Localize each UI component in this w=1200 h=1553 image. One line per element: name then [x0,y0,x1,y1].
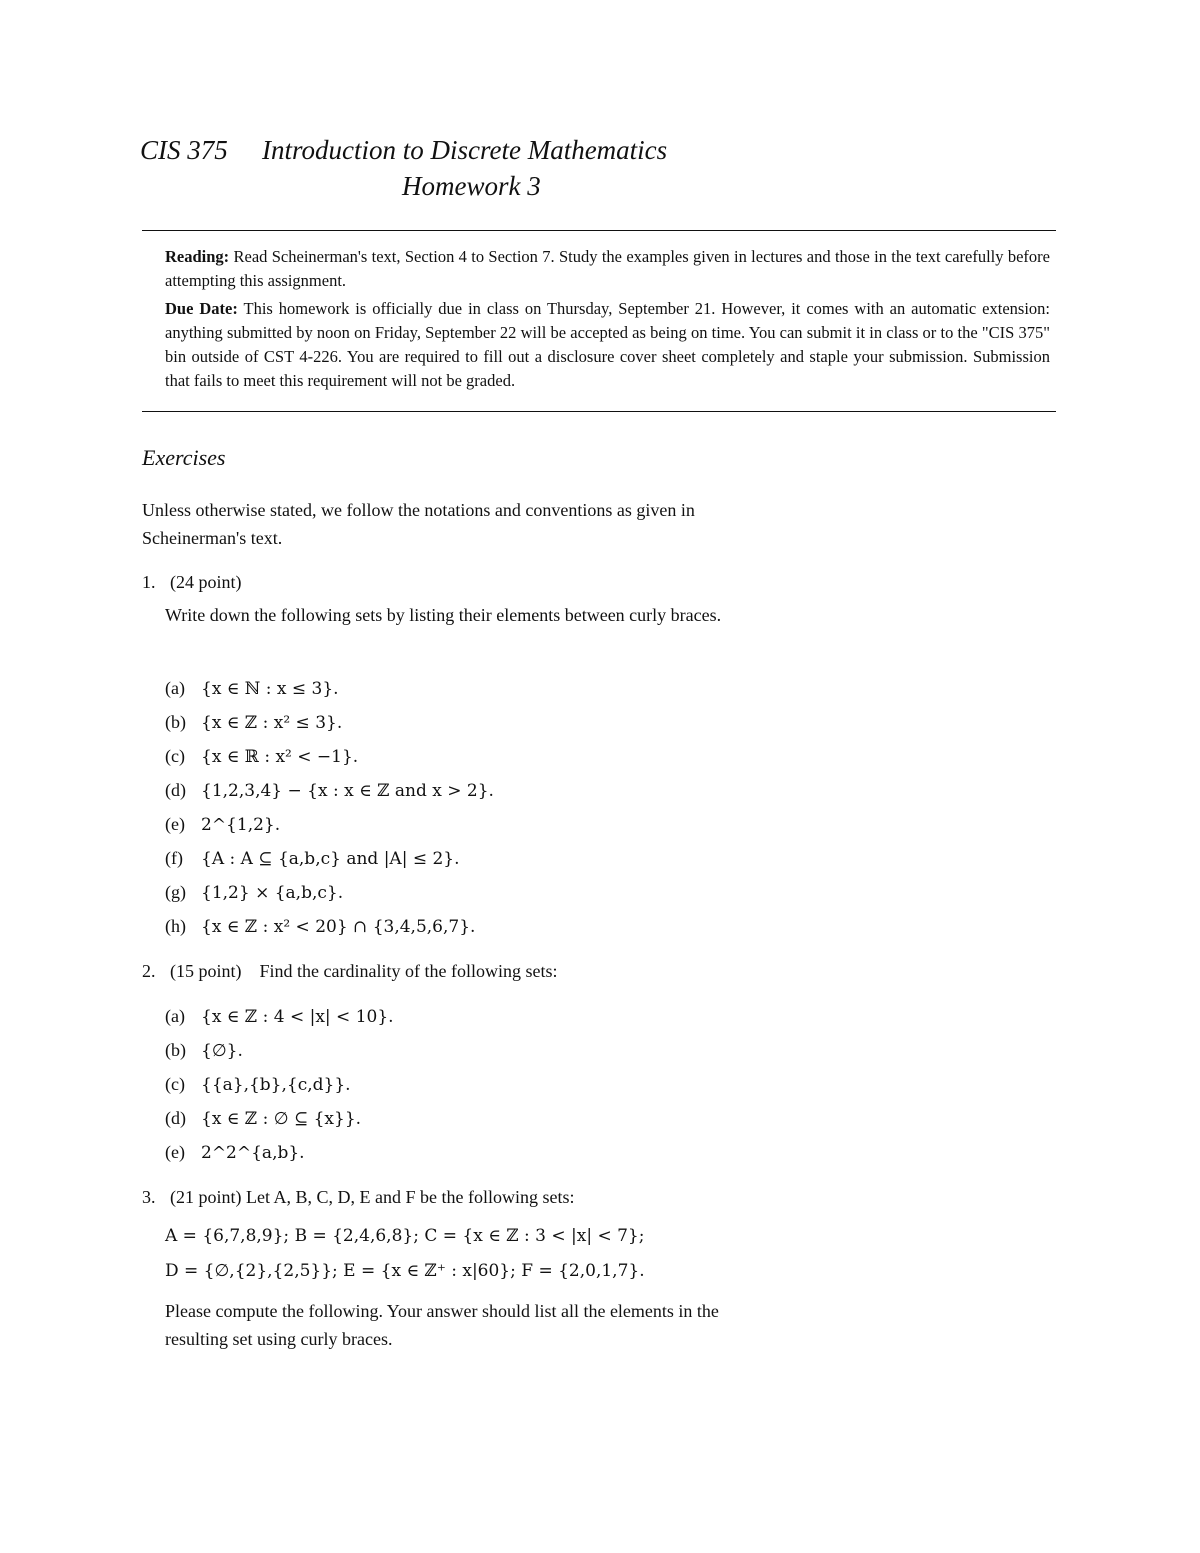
list-item [165,1067,394,1101]
item-label: (c) [165,746,185,766]
item-label: (b) [165,1040,186,1060]
item-label: (a) [165,678,185,698]
item-expression: {A : A ⊆ {a,b,c} and |A| ≤ 2}. [201,849,460,869]
set-definition-line: A = {6,7,8,9}; B = {2,4,6,8}; C = {x ∈ ℤ : 3 < |x| < 7}; [165,1226,645,1246]
due-date-paragraph [165,297,1050,393]
item-expression: {x ∈ ℤ : ∅ ⊆ {x}}. [201,1109,362,1129]
item-expression: {1,2} × {a,b,c}. [201,883,344,903]
item-label: (d) [165,780,186,800]
list-item [165,875,494,909]
item-expression: {x ∈ ℤ : x² < 20} ∩ {3,4,5,6,7}. [201,917,476,937]
problem-number: 2. [142,961,156,981]
list-item [165,739,494,773]
course-title: Introduction to Discrete Mathematics [262,135,668,165]
item-expression: 2^{1,2}. [201,815,281,835]
item-label: (g) [165,882,186,902]
list-item [165,909,494,943]
problem-points [170,957,557,985]
list-item [165,807,494,841]
reading-label: Reading: [165,247,230,266]
reading-text: Read Scheinerman's text, Section 4 to Section 7. Study the examples given in lectures and those in the text carefully before attempting this assignment. [165,247,1050,290]
problem-number: 1. [142,572,156,592]
item-expression: {∅}. [201,1041,243,1061]
item-expression: {{a},{b},{c,d}}. [201,1075,351,1095]
problem-3-instructions: Please compute the following. Your answer should list all the elements in the resulting set using curly braces. [165,1301,719,1349]
list-item [165,999,394,1033]
problem-2-items [165,999,394,1169]
item-label: (h) [165,916,186,936]
item-expression: {x ∈ ℕ : x ≤ 3}. [201,679,339,699]
bottom-divider [142,411,1056,412]
problem-prompt: Let A, B, C, D, E and F be the following sets: [246,1187,575,1207]
item-label: (d) [165,1108,186,1128]
course-code: CIS 375 [140,135,228,165]
problem-points: (24 point) [170,572,242,592]
document-title [140,132,840,204]
info-box [165,245,1050,397]
problem-prompt: Write down the following sets by listing their elements between curly braces. [165,605,722,625]
set-definitions [165,1219,645,1289]
item-label: (c) [165,1074,185,1094]
list-item [165,1101,394,1135]
problem-points [170,1183,574,1211]
item-expression: 2^2^{a,b}. [201,1143,305,1163]
problem-1-items [165,671,494,943]
exercises-heading: Exercises [142,445,226,470]
item-expression: {1,2,3,4} − {x : x ∈ ℤ and x > 2}. [201,781,494,801]
item-label: (f) [165,848,183,868]
problem-points-text: (21 point) [170,1187,242,1207]
item-label: (a) [165,1006,185,1026]
list-item [165,671,494,705]
list-item [165,841,494,875]
assignment-title: Homework 3 [402,171,541,201]
item-expression: {x ∈ ℤ : x² ≤ 3}. [201,713,343,733]
item-label: (e) [165,1142,185,1162]
list-item [165,1033,394,1067]
problem-prompt: Find the cardinality of the following sets: [259,961,558,981]
due-date-label: Due Date: [165,299,238,318]
list-item [165,773,494,807]
item-expression: {x ∈ ℤ : 4 < |x| < 10}. [201,1007,394,1027]
item-label: (b) [165,712,186,732]
list-item [165,705,494,739]
exercises-intro: Unless otherwise stated, we follow the notations and conventions as given in Scheinerman's text. [142,500,695,548]
item-expression: {x ∈ ℝ : x² < −1}. [201,747,359,767]
top-divider [142,230,1056,231]
item-label: (e) [165,814,185,834]
due-date-text: This homework is officially due in class on Thursday, September 21. However, it comes with an automatic extension: anything submitted by noon on Friday, September 22 will be accepted as being on time. You can submit it in class or to the "CIS 375" bin outside of CST 4-226. You are required to fill out a disclosure cover sheet completely and staple your submission. Submission that fails to meet this requirement will not be graded. [165,299,1050,390]
set-definition-line: D = {∅,{2},{2,5}}; E = {x ∈ ℤ⁺ : x|60}; F = {2,0,1,7}. [165,1261,645,1281]
list-item [165,1135,394,1169]
reading-paragraph [165,245,1050,293]
problem-points-text: (15 point) [170,961,242,981]
problem-number: 3. [142,1187,156,1207]
